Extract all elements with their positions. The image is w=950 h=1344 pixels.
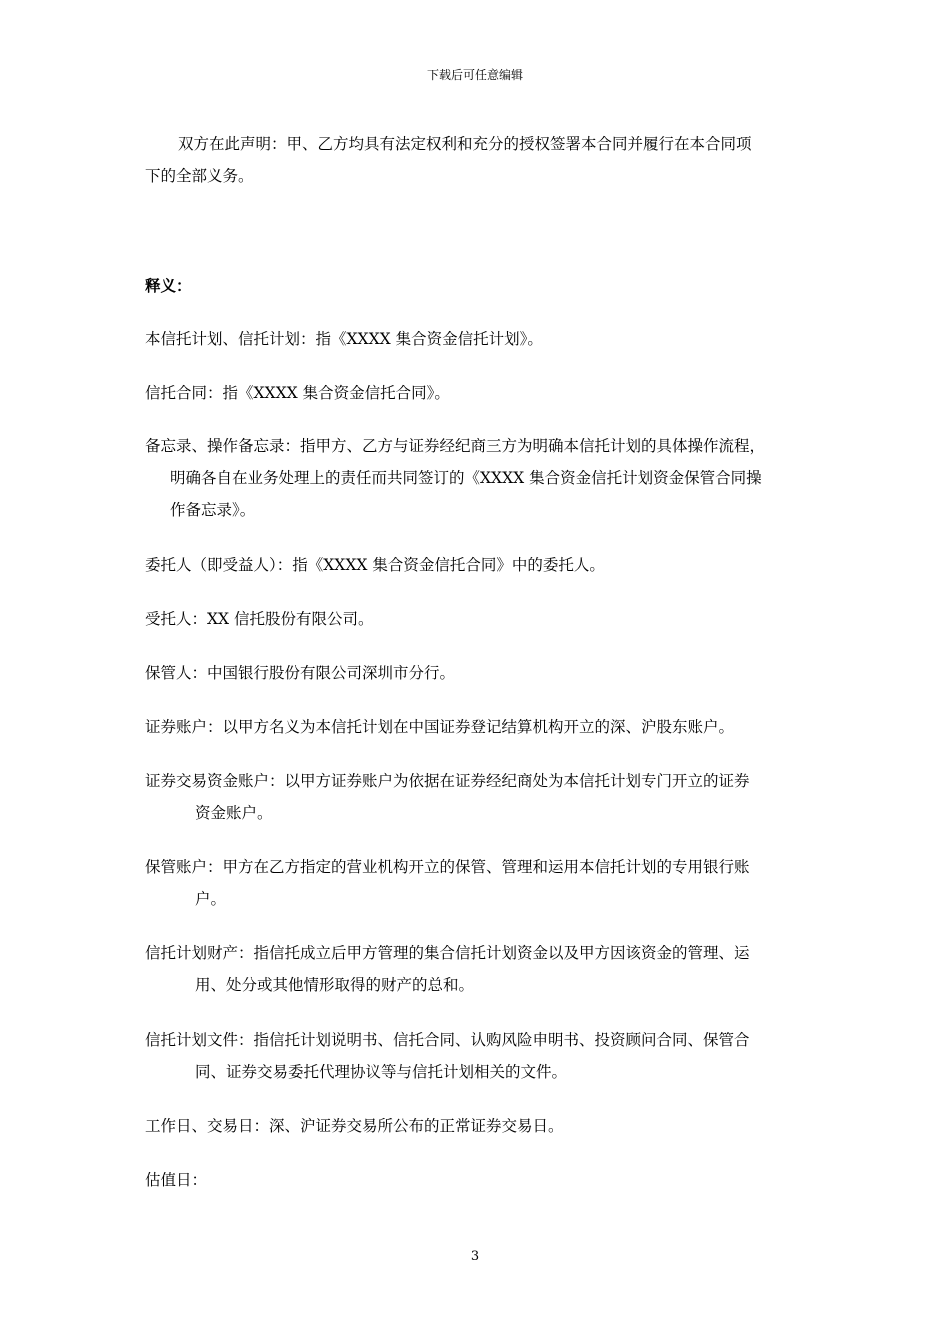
definition-trading-account-line-2: 资金账户。 [195,804,273,822]
definition-trustee: 受托人：XX 信托股份有限公司。 [145,610,374,628]
definition-plan-documents-line-2: 同、证券交易委托代理协议等与信托计划相关的文件。 [195,1063,568,1081]
definition-settlor: 委托人（即受益人）：指《XXXX 集合资金信托合同》中的委托人。 [145,556,605,574]
definition-memo-line-3: 作备忘录》。 [170,501,256,519]
definition-custody-account-line-2: 户。 [195,890,227,908]
definition-memo-line-1: 备忘录、操作备忘录：指甲方、乙方与证券经纪商三方为明确本信托计划的具体操作流程， [145,437,766,455]
definition-trust-plan: 本信托计划、信托计划：指《XXXX 集合资金信托计划》。 [145,330,543,348]
definition-memo-line-2: 明确各自在业务处理上的责任而共同签订的《XXXX 集合资金信托计划资金保管合同操 [170,469,762,487]
page-header: 下载后可任意编辑 [426,68,523,82]
definition-securities-account: 证券账户：以甲方名义为本信托计划在中国证券登记结算机构开立的深、沪股东账户。 [145,718,735,736]
definition-trust-contract: 信托合同：指《XXXX 集合资金信托合同》。 [145,384,450,402]
definition-plan-property-line-2: 用、处分或其他情形取得的财产的总和。 [195,976,475,994]
definition-custody-account-line-1: 保管账户：甲方在乙方指定的营业机构开立的保管、管理和运用本信托计划的专用银行账 [145,858,750,876]
declaration-line-1: 双方在此声明：甲、乙方均具有法定权利和充分的授权签署本合同并履行在本合同项 [178,135,752,153]
definition-plan-property-line-1: 信托计划财产：指信托成立后甲方管理的集合信托计划资金以及甲方因该资金的管理、运 [145,944,750,962]
declaration-line-2: 下的全部义务。 [145,167,254,185]
definition-plan-documents-line-1: 信托计划文件：指信托计划说明书、信托合同、认购风险申明书、投资顾问合同、保管合 [145,1031,750,1049]
definition-custodian: 保管人：中国银行股份有限公司深圳市分行。 [145,664,456,682]
page-number: 3 [470,1249,480,1264]
definition-trading-account-line-1: 证券交易资金账户：以甲方证券账户为依据在证券经纪商处为本信托计划专门开立的证券 [145,772,750,790]
definitions-heading: 释义： [145,276,192,295]
definition-valuation-day: 估值日： [145,1171,208,1189]
definition-trading-day: 工作日、交易日：深、沪证券交易所公布的正常证券交易日。 [145,1117,564,1135]
